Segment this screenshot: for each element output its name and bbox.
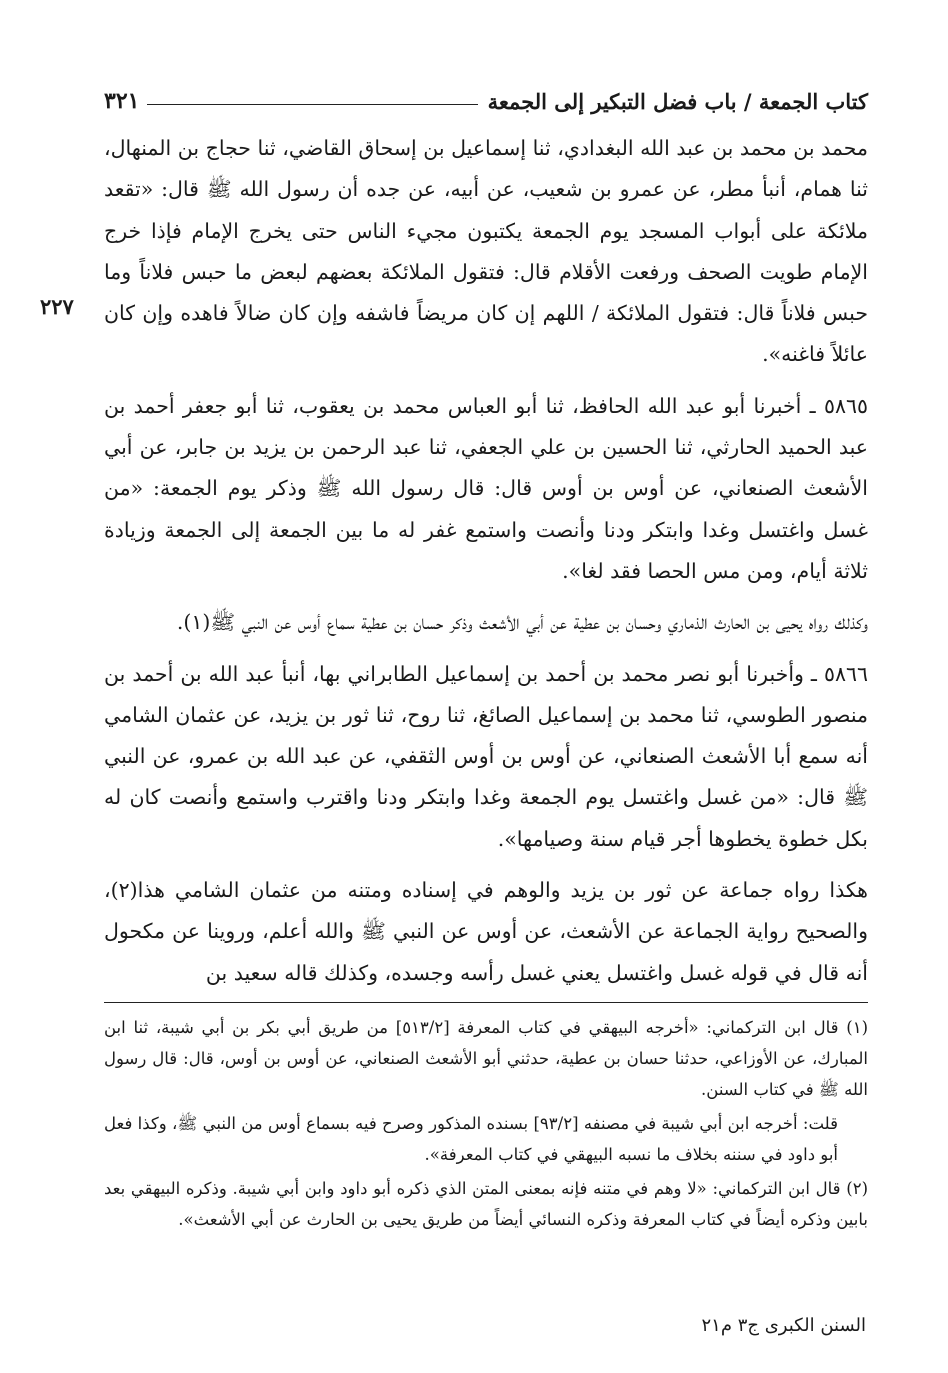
margin-page-reference: ٢٢٧ <box>40 294 74 319</box>
paragraph: وكذلك رواه يحيى بن الحارث الذماري وحسان بن عطية عن أبي الأشعث وذكر حسان بن عطية سماع أوس عن النبي ﷺ(١). <box>176 610 868 635</box>
page-number: ٣٢١ <box>104 88 140 114</box>
running-header <box>104 78 868 114</box>
footnote-separator <box>104 1002 868 1003</box>
header-title: كتاب الجمعة / باب فضل التبكير إلى الجمعة <box>487 89 868 114</box>
main-text <box>104 128 868 1004</box>
paragraph: ٥٨٦٦ ـ وأخبرنا أبو نصر محمد بن أحمد بن إسماعيل الطابراني بها، أنبأ عبد الله بن أحمد بن منصور الطوسي، ثنا محمد بن إسماعيل الصائغ، ثنا روح، ثنا ثور بن يزيد، عن عثمان الشامي أنه سمع أبا الأشعث الصنعاني، عن أوس بن أوس الثقفي، عن عبد الله بن عمرو، عن النبي ﷺ قال: «من غسل واغتسل يوم الجمعة وغدا وابتكر ودنا واقترب واستمع وأنصت كان له بكل خطوة يخطوها أجر قيام سنة وصيامها». <box>104 661 868 851</box>
footnote-continuation: قلت: أخرجه ابن أبي شيبة في مصنفه [٩٣/٢] بسنده المذكور وصرح فيه بسماع أوس من النبي ﷺ، وكذا فعل أبو داود في سننه بخلاف ما نسبه البيهقي في كتاب المعرفة». <box>104 1114 838 1164</box>
paragraph: هكذا رواه جماعة عن ثور بن يزيد والوهم في إسناده ومتنه من عثمان الشامي هذا(٢)، والصحيح رواية الجماعة عن الأشعث، عن أوس عن النبي ﷺ والله أعلم، وروينا عن مكحول أنه قال في قوله غسل واغتسل يعني غسل رأسه وجسده، وكذلك قاله سعيد بن <box>104 878 868 985</box>
paragraph: محمد بن محمد بن عبد الله البغدادي، ثنا إسماعيل بن إسحاق القاضي، ثنا حجاج بن المنهال، ثنا همام، أنبأ مطر، عن عمرو بن شعيب، عن أبيه، عن جده أن رسول الله ﷺ قال: «تقعد ملائكة على أبواب المسجد يوم الجمعة يكتبون مجيء الناس حتى يخرج الإمام فإذا خرج الإمام طويت الصحف ورفعت الأقلام قال: فتقول الملائكة بعضهم لبعض ما حبس فلاناً وما حبس فلاناً قال: فتقول الملائكة / اللهم إن كان مريضاً فاشفه وإن كان ضالاً فاهده وإن كان عائلاً فاغنه». <box>104 136 868 367</box>
footnotes <box>104 1012 868 1238</box>
footnote: (١) قال ابن التركماني: «أخرجه البيهقي في كتاب المعرفة [٥١٣/٢] من طريق أبي بكر بن أبي شيبة، ثنا ابن المبارك، عن الأوزاعي، حدثنا حسان بن عطية، حدثني أبو الأشعث الصنعاني، عن أوس بن أوس، قال: قال رسول الله ﷺ في كتاب السنن. <box>104 1018 868 1099</box>
header-rule <box>147 104 477 105</box>
footnote: (٢) قال ابن التركماني: «لا وهم في متنه فإنه بمعنى المتن الذي ذكره أبو داود وابن أبي شيبة. وذكره البيهقي بعد بابين وذكره أيضاً في كتاب المعرفة وذكره النسائي أيضاً من طريق يحيى بن الحارث عن أبي الأشعث». <box>104 1179 868 1229</box>
volume-signature: السنن الكبرى ج٣ م٢١ <box>701 1315 866 1336</box>
paragraph: ٥٨٦٥ ـ أخبرنا أبو عبد الله الحافظ، ثنا أبو العباس محمد بن يعقوب، ثنا أبو جعفر أحمد بن عبد الحميد الحارثي، ثنا الحسين بن علي الجعفي، ثنا عبد الرحمن بن يزيد بن جابر، عن أبي الأشعث الصنعاني، عن أوس بن أوس قال: قال رسول الله ﷺ وذكر يوم الجمعة: «من غسل واغتسل وغدا وابتكر ودنا وأنصت واستمع غفر له ما بين الجمعة إلى الجمعة وزيادة ثلاثة أيام، ومن مس الحصا فقد لغا». <box>104 393 868 583</box>
